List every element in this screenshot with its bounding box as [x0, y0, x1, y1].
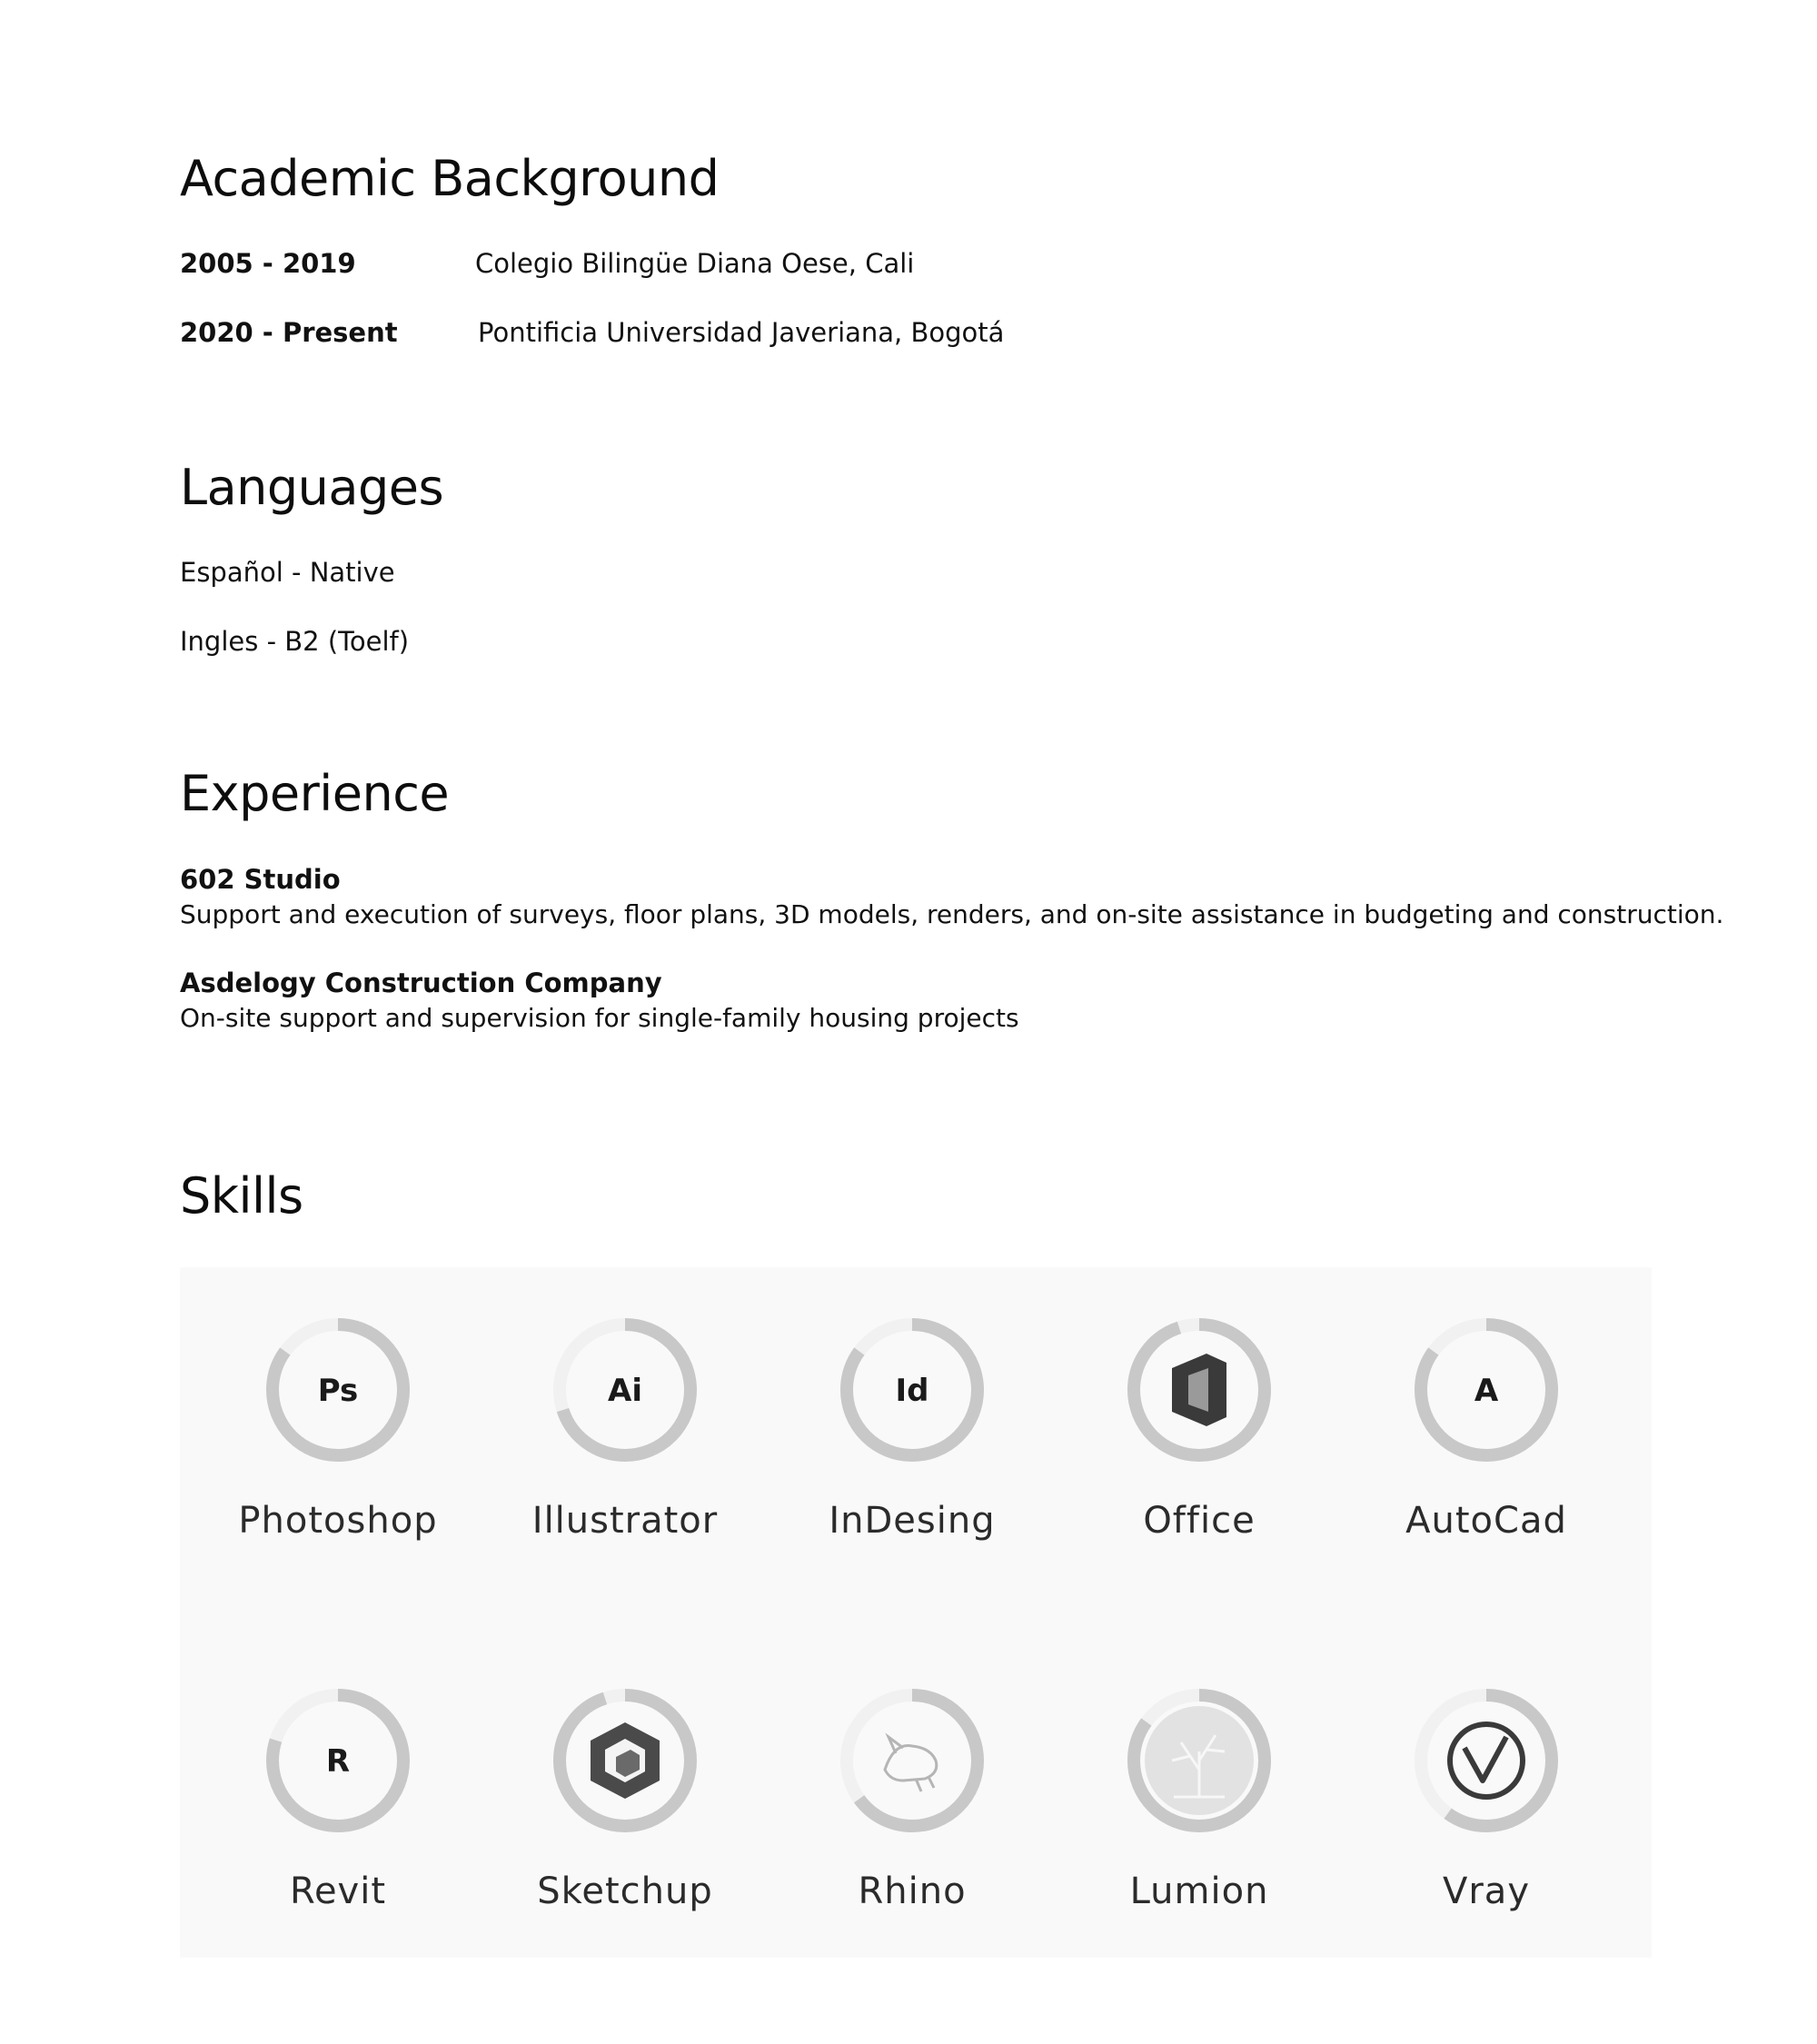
skill-vray	[1368, 1683, 1604, 1912]
sketchup-logo	[591, 1722, 660, 1799]
revit-mark: R	[325, 1743, 351, 1780]
photoshop-mark: Ps	[317, 1373, 359, 1409]
skill-revit	[220, 1683, 456, 1912]
skill-lumion	[1081, 1683, 1317, 1912]
indesign-mark: Id	[895, 1373, 929, 1409]
skill-label-office: Office	[1143, 1500, 1256, 1542]
photoshop-icon	[261, 1313, 415, 1467]
skill-label-indesign: InDesing	[829, 1500, 996, 1542]
skill-office	[1081, 1313, 1317, 1542]
skill-label-sketchup: Sketchup	[537, 1870, 713, 1912]
rhino-icon	[835, 1683, 989, 1838]
autocad-mark: A	[1474, 1373, 1499, 1409]
academic-years-1: 2005 - 2019	[180, 248, 356, 279]
vray-icon	[1409, 1683, 1564, 1838]
experience-company-2: Asdelogy Construction Company	[180, 967, 662, 998]
office-icon	[1122, 1313, 1276, 1467]
skill-photoshop	[220, 1313, 456, 1542]
vray-logo	[1450, 1724, 1523, 1797]
lumion-icon	[1122, 1683, 1276, 1838]
experience-description-2: On-site support and supervision for single-family housing projects	[180, 1003, 1019, 1033]
academic-years-2: 2020 - Present	[180, 317, 398, 348]
skill-label-vray: Vray	[1443, 1870, 1530, 1912]
language-item-2: Ingles - B2 (Toelf)	[180, 626, 410, 657]
autocad-icon	[1409, 1313, 1564, 1467]
experience-description-1: Support and execution of surveys, floor plans, 3D models, renders, and on-site assistance in budgeting and construction.	[180, 899, 1724, 929]
skill-rhino	[794, 1683, 1030, 1912]
skill-label-rhino: Rhino	[858, 1870, 967, 1912]
skills-title: Skills	[180, 1167, 303, 1225]
skill-label-illustrator: Illustrator	[531, 1500, 719, 1542]
illustrator-mark: Ai	[608, 1373, 642, 1409]
skill-label-autocad: AutoCad	[1405, 1500, 1567, 1542]
experience-title: Experience	[180, 765, 450, 822]
language-item-1: Español - Native	[180, 557, 395, 588]
skill-illustrator	[507, 1313, 743, 1542]
skill-autocad	[1368, 1313, 1604, 1542]
illustrator-icon	[548, 1313, 702, 1467]
experience-company-1: 602 Studio	[180, 864, 341, 895]
academic-title: Academic Background	[180, 150, 720, 207]
skill-label-photoshop: Photoshop	[238, 1500, 438, 1542]
sketchup-icon	[548, 1683, 702, 1838]
skill-label-revit: Revit	[289, 1870, 387, 1912]
skills-panel	[180, 1267, 1652, 1958]
academic-school-2: Pontificia Universidad Javeriana, Bogotá	[478, 317, 1005, 348]
languages-title: Languages	[180, 459, 444, 516]
skill-label-lumion: Lumion	[1129, 1870, 1269, 1912]
rhino-logo	[885, 1737, 937, 1791]
skill-indesign	[794, 1313, 1030, 1542]
revit-icon	[261, 1683, 415, 1838]
skill-sketchup	[507, 1683, 743, 1912]
office-logo	[1172, 1354, 1226, 1426]
indesign-icon	[835, 1313, 989, 1467]
academic-school-1: Colegio Bilingüe Diana Oese, Cali	[475, 248, 915, 279]
